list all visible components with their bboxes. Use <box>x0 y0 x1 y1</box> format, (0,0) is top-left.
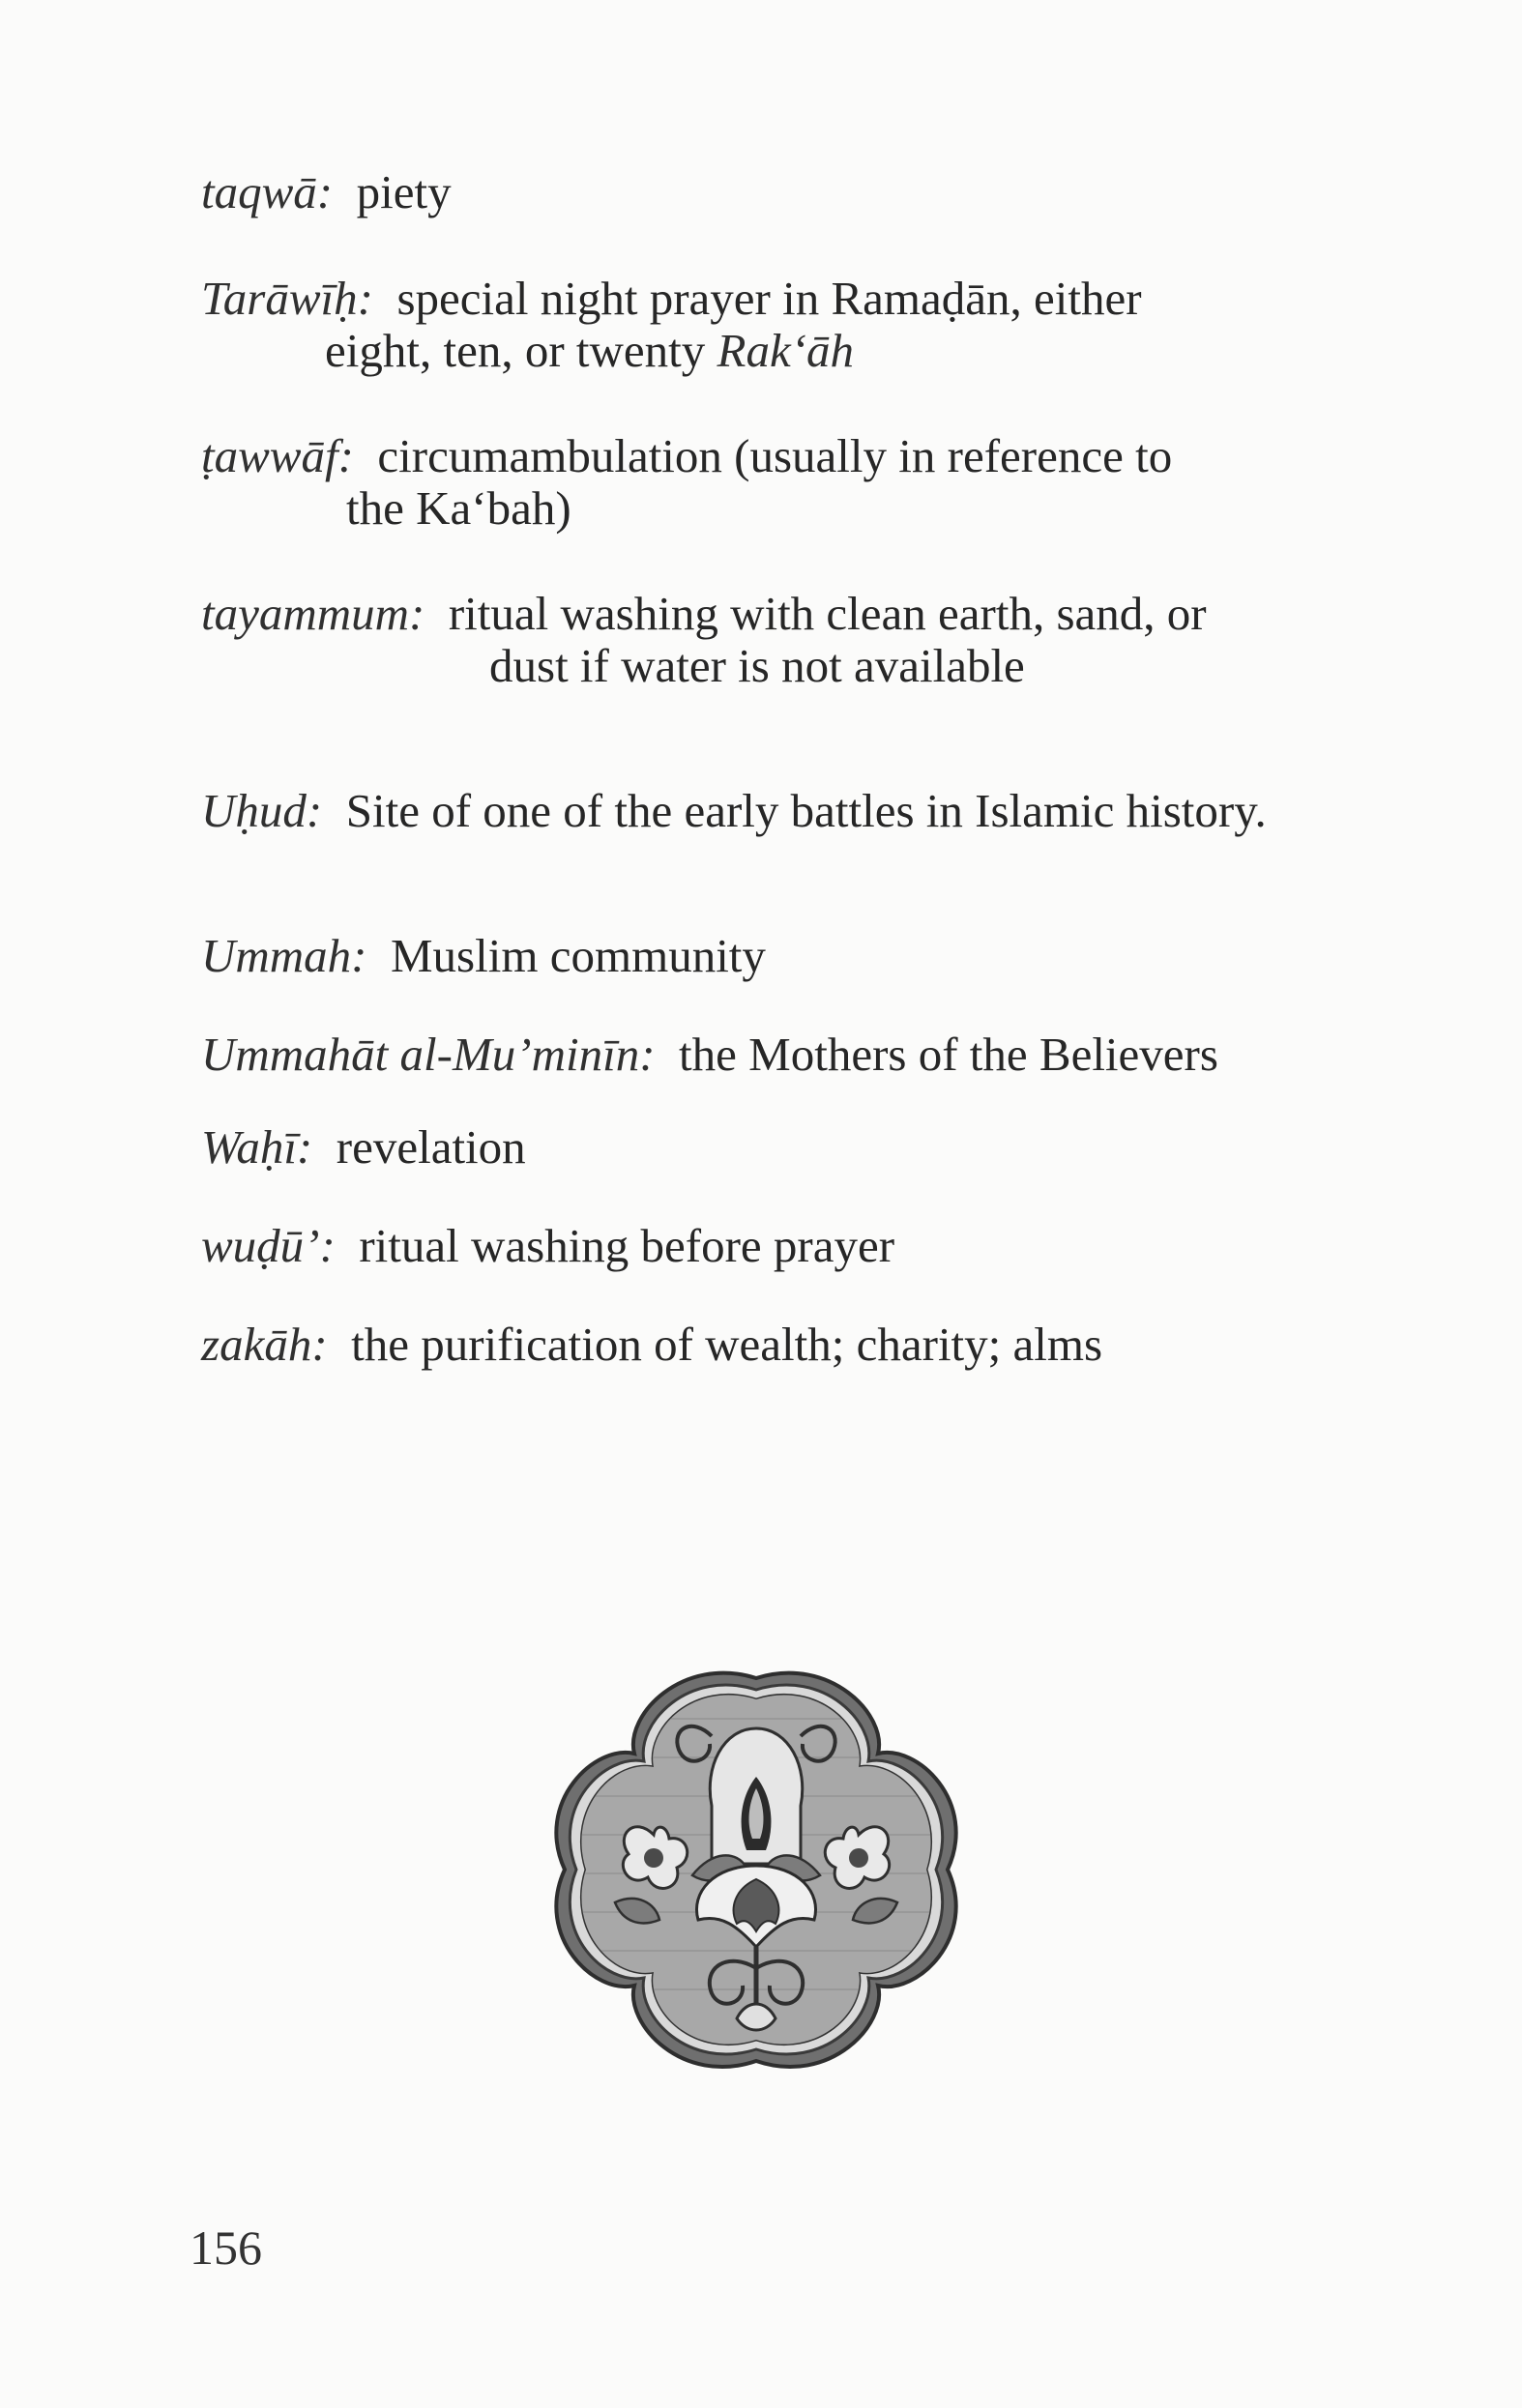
glossary-definition: special night prayer in Ramaḍān, either <box>396 272 1142 325</box>
glossary-term: tayammum: <box>201 587 425 640</box>
glossary-entry-wudu <box>201 1220 894 1272</box>
glossary-entry-wahi <box>201 1121 526 1174</box>
continuation-italic-text: Rak‘āh <box>717 324 855 377</box>
glossary-definition-continuation: the Ka‘bah) <box>346 481 571 535</box>
glossary-definition-continuation <box>201 325 1142 377</box>
glossary-term: Ummah: <box>201 929 367 982</box>
glossary-entry-ummah <box>201 930 766 982</box>
glossary-definition-continuation: dust if water is not available <box>489 639 1025 692</box>
glossary-term: Ummahāt al-Mu’minīn: <box>201 1028 656 1081</box>
glossary-definition: the Mothers of the Believers <box>679 1028 1218 1081</box>
glossary-term: Waḥī: <box>201 1120 313 1174</box>
quatrefoil-floral-ornament-icon <box>547 1661 965 2078</box>
glossary-definition: ritual washing before prayer <box>359 1219 895 1272</box>
glossary-entry-taqwa <box>201 166 452 218</box>
glossary-entry-uhud <box>201 785 1267 837</box>
glossary-definition: Site of one of the early battles in Islamic history. <box>345 784 1267 837</box>
glossary-entry-tawwaf <box>201 430 1172 535</box>
glossary-term: zakāh: <box>201 1318 328 1371</box>
glossary-entry-tarawih <box>201 273 1142 377</box>
glossary-entry-tayammum <box>201 588 1207 692</box>
glossary-term: Uḥud: <box>201 784 323 837</box>
glossary-definition: Muslim community <box>390 929 766 982</box>
glossary-term: taqwā: <box>201 165 334 218</box>
glossary-term: Tarāwīḥ: <box>201 272 373 325</box>
glossary-definition: piety <box>356 165 452 218</box>
glossary-term: ṭawwāf: <box>201 429 354 482</box>
glossary-definition: ritual washing with clean earth, sand, or <box>448 587 1207 640</box>
glossary-entry-zakah <box>201 1319 1102 1371</box>
glossary-definition: circumambulation (usually in reference to <box>377 429 1173 482</box>
glossary-definition: the purification of wealth; charity; alms <box>351 1318 1103 1371</box>
page-number: 156 <box>190 2220 262 2275</box>
glossary-term: wuḍū’: <box>201 1219 336 1272</box>
continuation-text: eight, ten, or twenty <box>325 324 717 377</box>
glossary-definition: revelation <box>336 1120 526 1174</box>
glossary-entry-ummahat-al-muminin <box>201 1029 1218 1081</box>
